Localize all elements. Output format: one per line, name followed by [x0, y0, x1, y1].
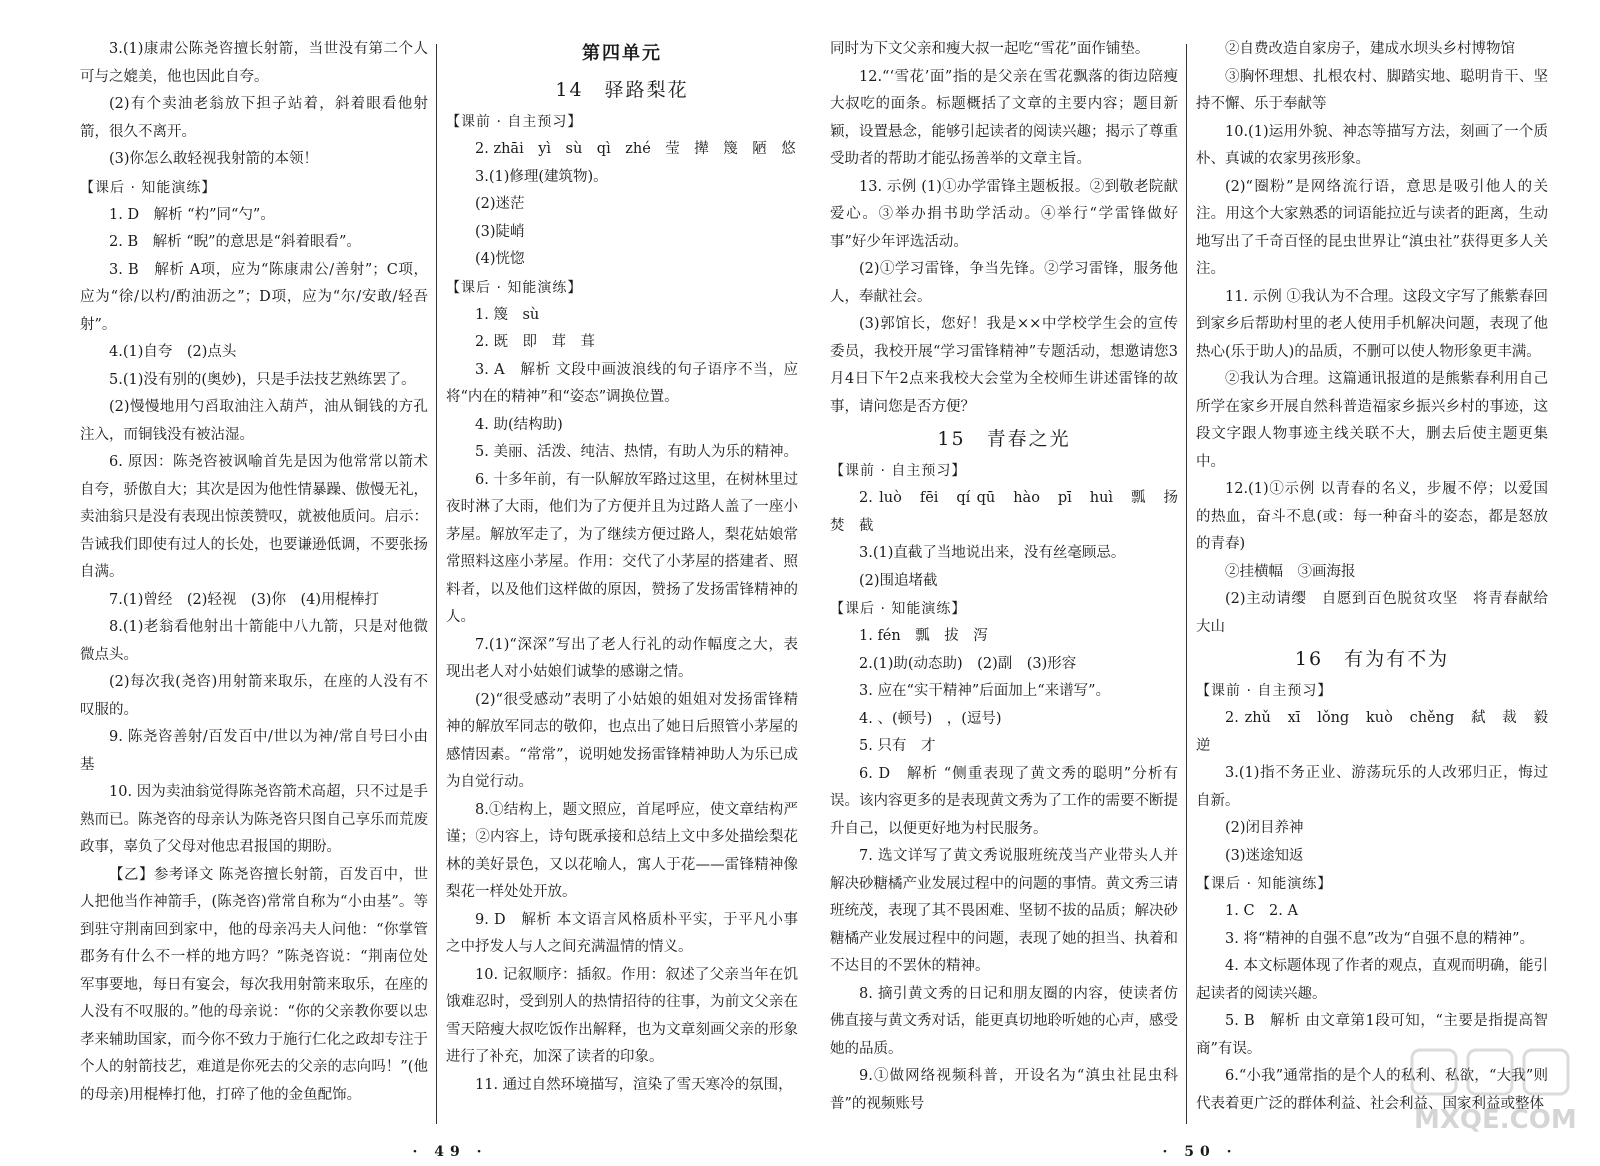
answer-paragraph: 11. 示例 ①我认为不合理。这段文字写了熊紫春回到家乡后帮助村里的老人使用手机解决问题，表现了他热心(乐于助人)的品质，不删可以使人物形象更丰满。 [1196, 288, 1548, 360]
answer-paragraph: 12.“‘雪花’面”指的是父亲在雪花飘落的街边陪瘦大叔吃的面条。标题概括了文章的主要内容；题目新颖，设置悬念，能够引起读者的阅读兴趣；揭示了尊重受助者的帮助才能弘扬善举的文章主旨。 [830, 68, 1178, 167]
page-number: · 49 · [412, 1144, 488, 1160]
lesson-title: 15 青春之光 [937, 428, 1071, 450]
answer-paragraph: 同时为下文父亲和瘦大叔一起吃“雪花”面作铺垫。 [830, 41, 1150, 57]
section-tag: 【课前 · 自主预习】 [830, 463, 967, 479]
answer-paragraph: 7. 选文详写了黄文秀说服班统茂当产业带头人并解决砂糖橘产业发展过程中的问题的事情。黄文秀三请班统茂，表现了其不畏困难、坚韧不拔的品质；解决砂糖橘产业发展过程中的问题，表现了她的担当、执着和不达目的不罢休的精神。 [830, 848, 1178, 974]
answer-paragraph: (2)①学习雷锋，争当先锋。②学习雷锋，服务他人，奉献社会。 [830, 261, 1178, 305]
section-tag: 【课前 · 自主预习】 [1196, 683, 1333, 699]
answer-paragraph: 4. 助(结构助) [475, 416, 563, 433]
answer-paragraph: 7.(1)曾经 (2)轻视 (3)你 (4)用棍棒打 [109, 591, 379, 608]
answer-paragraph: 6. 十多年前，有一队解放军路过这里，在树林里过夜时淋了大雨，他们为了方便并且为过路人盖了一座小茅屋。解放军走了，为了继续方便过路人，梨花姑娘常常照料这座小茅屋。作用：交代了小茅屋的搭建者、照料者，以及他们这样做的原因，赞扬了发扬雷锋精神的人。 [446, 471, 798, 625]
section-tag: 【课后 · 知能演练】 [830, 601, 967, 617]
answer-paragraph: (2)闭目养神 [1225, 820, 1304, 836]
answer-paragraph: 10. 记叙顺序：插叙。作用：叙述了父亲当年在饥饿难忍时，受到别人的热情招待的往事，为前文父亲在雪天陪瘦大叔吃饭作出解释，也为文章刻画父亲的形象进行了补充，加深了读者的印象。 [446, 966, 798, 1065]
left-page [80, 36, 820, 1160]
answer-paragraph: 3. B 解析 A项，应为“陈康肃公/善射”；C项，应为“徐/以杓/酌油沥之”；D项，应为“尔/安敢/轻吾射”。 [80, 261, 428, 333]
answer-paragraph: 3. A 解析 文段中画波浪线的句子语序不当，应将“内在的精神”和“姿态”调换位置。 [446, 361, 798, 405]
right-page [830, 36, 1570, 1160]
answer-paragraph: (3)陡峭 [475, 223, 525, 240]
answer-paragraph: 1. C 2. A [1225, 903, 1298, 919]
answer-paragraph: 8. 摘引黄文秀的日记和朋友圈的内容，使读者仿佛直接与黄文秀对话，能更真切地聆听她的心声，感受她的品质。 [830, 985, 1178, 1057]
watermark-text: MXQE.COM [1414, 1105, 1577, 1135]
answer-paragraph: 3.(1)康肃公陈尧咨擅长射箭，当世没有第二个人可与之媲美，他也因此自夸。 [80, 41, 428, 85]
answer-paragraph: ②我认为合理。这篇通讯报道的是熊紫春利用自己所学在家乡开展自然科普造福家乡振兴乡村的事迹，这段文字跟人物事迹主线关联不大，删去后使主题更集中。 [1196, 371, 1548, 470]
answer-paragraph: 6.“小我”通常指的是个人的私利、私欲，“大我”则代表着更广泛的群体利益、社会利益、国家利益或整体 [1196, 1068, 1548, 1112]
lesson-title: 16 有为有不为 [1294, 648, 1450, 670]
answer-paragraph: 9. 陈尧咨善射/百发百中/世以为神/常自号曰小由基 [80, 729, 428, 773]
answer-paragraph: 2. luò fēi qí qū hào pī huì 瓢 扬 焚 截 [830, 490, 1193, 534]
answer-paragraph: 2.(1)助(动态助) (2)副 (3)形容 [859, 655, 1077, 672]
answer-paragraph: 2. 既 即 茸 葺 [475, 334, 595, 350]
answer-paragraph: 8.①结构上，题文照应，首尾呼应，使文章结构严谨；②内容上，诗句既承接和总结上文中多处描绘梨花林的美好景色，又以花喻人，寓人于花——雷锋精神像梨花一样处处开放。 [446, 801, 798, 900]
answer-paragraph: (2)主动请缨 自愿到百色脱贫攻坚 将青春献给大山 [1196, 591, 1548, 635]
answer-paragraph: 3. 应在“实干精神”后面加上“来谱写”。 [859, 683, 1111, 699]
answer-paragraph: (3)郭馆长，您好！我是××中学校学生会的宣传委员，我校开展“学习雷锋精神”专题活动，想邀请您3月4日下午2点来我校大会堂为全校师生讲述雷锋的故事，请问您是否方便？ [830, 316, 1178, 415]
answer-paragraph: 9. D 解析 本文语言风格质朴平实，于平凡小事之中抒发人与人之间充满温情的情义。 [446, 911, 798, 955]
answer-paragraph: 6. D 解析 “侧重表现了黄文秀的聪明”分析有误。该内容更多的是表现黄文秀为了工作的需要不断提升自己，以便更好地为村民服务。 [830, 765, 1178, 837]
answer-paragraph: (4)恍惚 [475, 251, 525, 267]
answer-paragraph: 5.(1)没有别的(奥妙)，只是手法技艺熟练罢了。 [109, 371, 416, 388]
answer-paragraph: 1. 篾 sù [475, 306, 540, 323]
left-page-column-1 [80, 36, 428, 1136]
answer-paragraph: (2)迷茫 [475, 196, 525, 212]
answer-paragraph: ③胸怀理想、扎根农村、脚踏实地、聪明肯干、坚持不懈、乐于奉献等 [1196, 68, 1548, 112]
answer-paragraph: 7.(1)“深深”写出了老人行礼的动作幅度之大，表现出老人对小姑娘们诚挚的感谢之情。 [446, 636, 798, 680]
answer-paragraph: (2)有个卖油老翁放下担子站着，斜着眼看他射箭，很久不离开。 [80, 96, 428, 140]
answer-paragraph: 3.(1)直截了当地说出来，没有丝毫顾忌。 [859, 545, 1126, 561]
lesson-title: 14 驿路梨花 [555, 79, 689, 101]
answer-paragraph: 4. 本文标题体现了作者的观点，直观而明确，能引起读者的阅读兴趣。 [1196, 958, 1548, 1002]
section-tag: 【课后 · 知能演练】 [1196, 876, 1333, 892]
answer-paragraph: 2. zhāi yì sù qì zhé 莹 撵 篾 陋 悠 [475, 141, 796, 157]
answer-paragraph: 3. 将“精神的自强不息”改为“自强不息的精神”。 [1225, 930, 1535, 947]
answer-paragraph: 1. D 解析 “杓”同“勺”。 [109, 206, 275, 223]
column-divider [436, 44, 437, 1124]
answer-paragraph: (2)围追堵截 [859, 572, 938, 589]
answer-paragraph: (2)“很受感动”表明了小姑娘的姐姐对发扬雷锋精神的解放军同志的敬仰，也点出了她日后照管小茅屋的感情因素。“常常”，说明她发扬雷锋精神助人为乐已成为自觉行动。 [446, 691, 798, 790]
answer-paragraph: 1. fén 瓢 拔 泻 [859, 628, 988, 644]
answer-paragraph: ②挂横幅 ③画海报 [1225, 563, 1356, 580]
answer-paragraph: (3)你怎么敢轻视我射箭的本领！ [109, 151, 319, 167]
section-tag: 【课前 · 自主预习】 [446, 114, 583, 130]
left-page-column-2 [446, 36, 798, 1136]
section-tag: 【课后 · 知能演练】 [80, 179, 217, 196]
answer-paragraph: (2)慢慢地用勺舀取油注入葫芦，油从铜钱的方孔注入，而铜钱没有被沾湿。 [80, 399, 428, 443]
answer-paragraph: 3.(1)指不务正业、游荡玩乐的人改邪归正，悔过自新。 [1196, 765, 1548, 809]
answer-paragraph: 9.①做网络视频科普，开设名为“滇虫社昆虫科普”的视频账号 [830, 1068, 1178, 1112]
answer-paragraph: 11. 通过自然环境描写，渲染了雪天寒冷的氛围， [475, 1076, 793, 1093]
lesson-title: 第四单元 [582, 43, 662, 64]
answer-paragraph: 12.(1)①示例 以青春的名义，步履不停；以爱国的热血，奋斗不息(或：每一种奋斗的姿态，都是怒放的青春) [1196, 481, 1548, 552]
answer-paragraph: 2. B 解析 “睨”的意思是“斜着眼看”。 [109, 234, 361, 250]
section-tag: 【课后 · 知能演练】 [446, 279, 583, 296]
answer-paragraph: 13. 示例 (1)①办学雷锋主题板报。②到敬老院献爱心。③举办捐书助学活动。④举行“学雷锋做好事”好少年评选活动。 [830, 178, 1178, 250]
answer-paragraph: 2. zhǔ xī lǒng kuò chěng 弑 裁 毅 逆 [1196, 710, 1563, 754]
answer-paragraph: 【乙】参考译文 陈尧咨擅长射箭，百发百中，世人把他当作神箭手，(陈尧咨)常常自称为“小由基”。等到驻守荆南回到家中，他的母亲冯夫人问他：“你掌管郡务有什么不一样的地方吗？”陈尧咨说：“荆南位处军事要地，每日有宴会，每次我用射箭来取乐，在座的人没有不叹服的。”他的母亲说：“你的父亲教你要以忠孝来辅助国家，而今你不致力于施行仁化之政却专注于个人的射箭技艺，难道是你死去的父亲的志向吗！”(他的母亲)用棍棒打他，打碎了他的金鱼配饰。 [80, 866, 428, 1103]
column-divider [1186, 44, 1187, 1124]
answer-paragraph: 10. 因为卖油翁觉得陈尧咨箭术高超，只不过是手熟而已。陈尧咨的母亲认为陈尧咨只图自己享乐而荒废政事，辜负了父母对他忠君报国的期盼。 [80, 784, 428, 855]
answer-paragraph: 5. 只有 才 [859, 738, 936, 754]
answer-paragraph: 4.(1)自夸 (2)点头 [109, 344, 237, 360]
answer-paragraph: 3.(1)修理(建筑物)。 [475, 168, 608, 185]
answer-paragraph: (2)“圈粉”是网络流行语，意思是吸引他人的关注。用这个大家熟悉的词语能拉近与读者的距离，生动地写出了千奇百怪的昆虫世界让“滇虫社”获得更多人关注。 [1196, 178, 1548, 277]
answer-paragraph: 5. 美丽、活泼、纯洁、热情，有助人为乐的精神。 [475, 444, 798, 460]
page-number: · 50 · [1162, 1144, 1238, 1160]
answer-paragraph: (3)迷途知返 [1225, 847, 1304, 864]
right-page-column-2 [1196, 36, 1563, 1136]
right-page-column-1 [830, 36, 1193, 1136]
answer-paragraph: 5. B 解析 由文章第1段可知，“主要是指提高智商”有误。 [1196, 1013, 1548, 1057]
answer-paragraph: 4. 、(顿号) ，(逗号) [859, 710, 1002, 727]
answer-paragraph: ②自费改造自家房子，建成水坝头乡村博物馆 [1225, 41, 1515, 57]
answer-paragraph: (2)每次我(尧咨)用射箭来取乐，在座的人没有不叹服的。 [80, 674, 428, 718]
answer-paragraph: 6. 原因：陈尧咨被讽喻首先是因为他常常以箭术自夸，骄傲自大；其次是因为他性情暴躁、傲慢无礼，卖油翁只是没有表现出惊羡赞叹，就被他质问。启示：告诫我们即使有过人的长处，也要谦逊低调，不要张扬自满。 [80, 454, 428, 580]
answer-paragraph: 8.(1)老翁看他射出十箭能中八九箭，只是对他微微点头。 [80, 619, 428, 663]
answer-paragraph: 10.(1)运用外貌、神态等描写方法，刻画了一个质朴、真诚的农家男孩形象。 [1196, 123, 1548, 167]
watermark-logo [1406, 1046, 1576, 1138]
